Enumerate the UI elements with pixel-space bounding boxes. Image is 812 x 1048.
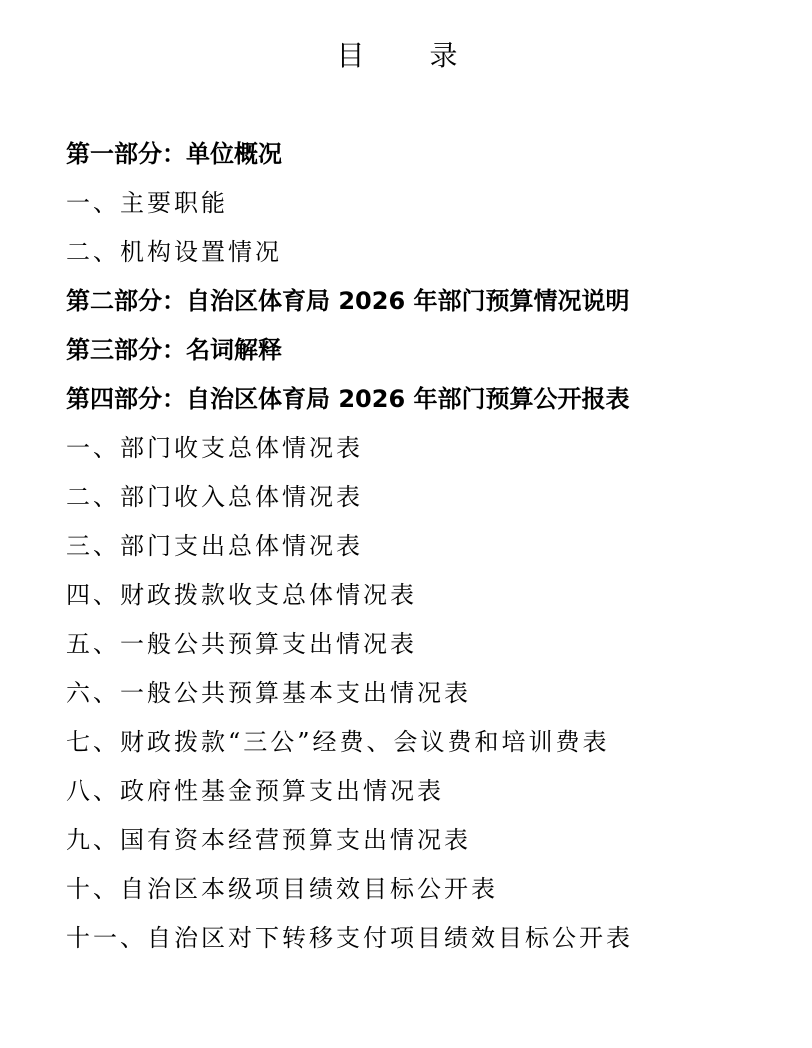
toc-part-3: 第三部分：名词解释	[66, 336, 282, 364]
toc-item-table-7: 七、财政拨款“三公”经费、会议费和培训费表	[66, 728, 610, 756]
toc-item-table-10: 十、自治区本级项目绩效目标公开表	[66, 875, 498, 903]
toc-item-table-9: 九、国有资本经营预算支出情况表	[66, 826, 471, 854]
toc-item-table-6: 六、一般公共预算基本支出情况表	[66, 679, 471, 707]
toc-part-4: 第四部分：自治区体育局 2026 年部门预算公开报表	[66, 385, 630, 413]
toc-item-organization: 二、机构设置情况	[66, 238, 282, 266]
table-of-contents	[66, 130, 786, 963]
toc-item-table-8: 八、政府性基金预算支出情况表	[66, 777, 444, 805]
toc-item-table-11: 十一、自治区对下转移支付项目绩效目标公开表	[66, 924, 633, 952]
toc-item-table-2: 二、部门收入总体情况表	[66, 483, 363, 511]
toc-item-table-1: 一、部门收支总体情况表	[66, 434, 363, 462]
toc-item-table-3: 三、部门支出总体情况表	[66, 532, 363, 560]
toc-item-table-4: 四、财政拨款收支总体情况表	[66, 581, 417, 609]
toc-part-1: 第一部分：单位概况	[66, 140, 282, 168]
toc-item-table-5: 五、一般公共预算支出情况表	[66, 630, 417, 658]
page-title: 目 录	[336, 39, 486, 72]
toc-part-2: 第二部分：自治区体育局 2026 年部门预算情况说明	[66, 287, 630, 315]
toc-item-main-functions: 一、主要职能	[66, 189, 228, 217]
